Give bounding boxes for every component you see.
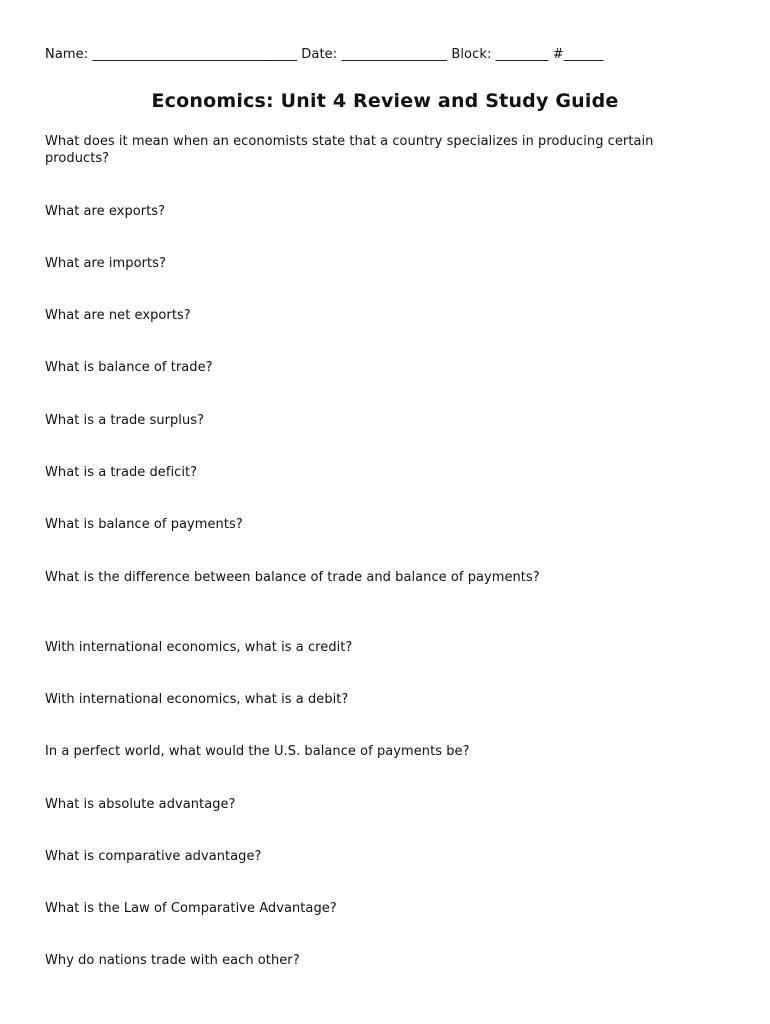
question-15: What is the Law of Comparative Advantage? — [45, 901, 337, 916]
question-4: What are net exports? — [45, 308, 191, 323]
question-11: With international economics, what is a debit? — [45, 692, 349, 707]
question-10: With international economics, what is a credit? — [45, 640, 353, 655]
page-title: Economics: Unit 4 Review and Study Guide — [151, 90, 619, 112]
question-3: What are imports? — [45, 256, 166, 271]
student-info-line: Name: _______________________________ Date: ________________ Block: ________ #______ — [45, 47, 604, 62]
question-16: Why do nations trade with each other? — [45, 953, 300, 968]
question-12: In a perfect world, what would the U.S. balance of payments be? — [45, 744, 470, 759]
question-6: What is a trade surplus? — [45, 413, 205, 428]
question-1: What does it mean when an economists state that a country specializes in producing certain products? — [45, 134, 654, 166]
question-9: What is the difference between balance of trade and balance of payments? — [45, 570, 540, 585]
question-7: What is a trade deficit? — [45, 465, 198, 480]
question-8: What is balance of payments? — [45, 517, 243, 532]
question-5: What is balance of trade? — [45, 360, 213, 375]
question-2: What are exports? — [45, 204, 166, 219]
question-13: What is absolute advantage? — [45, 797, 236, 812]
question-14: What is comparative advantage? — [45, 849, 262, 864]
